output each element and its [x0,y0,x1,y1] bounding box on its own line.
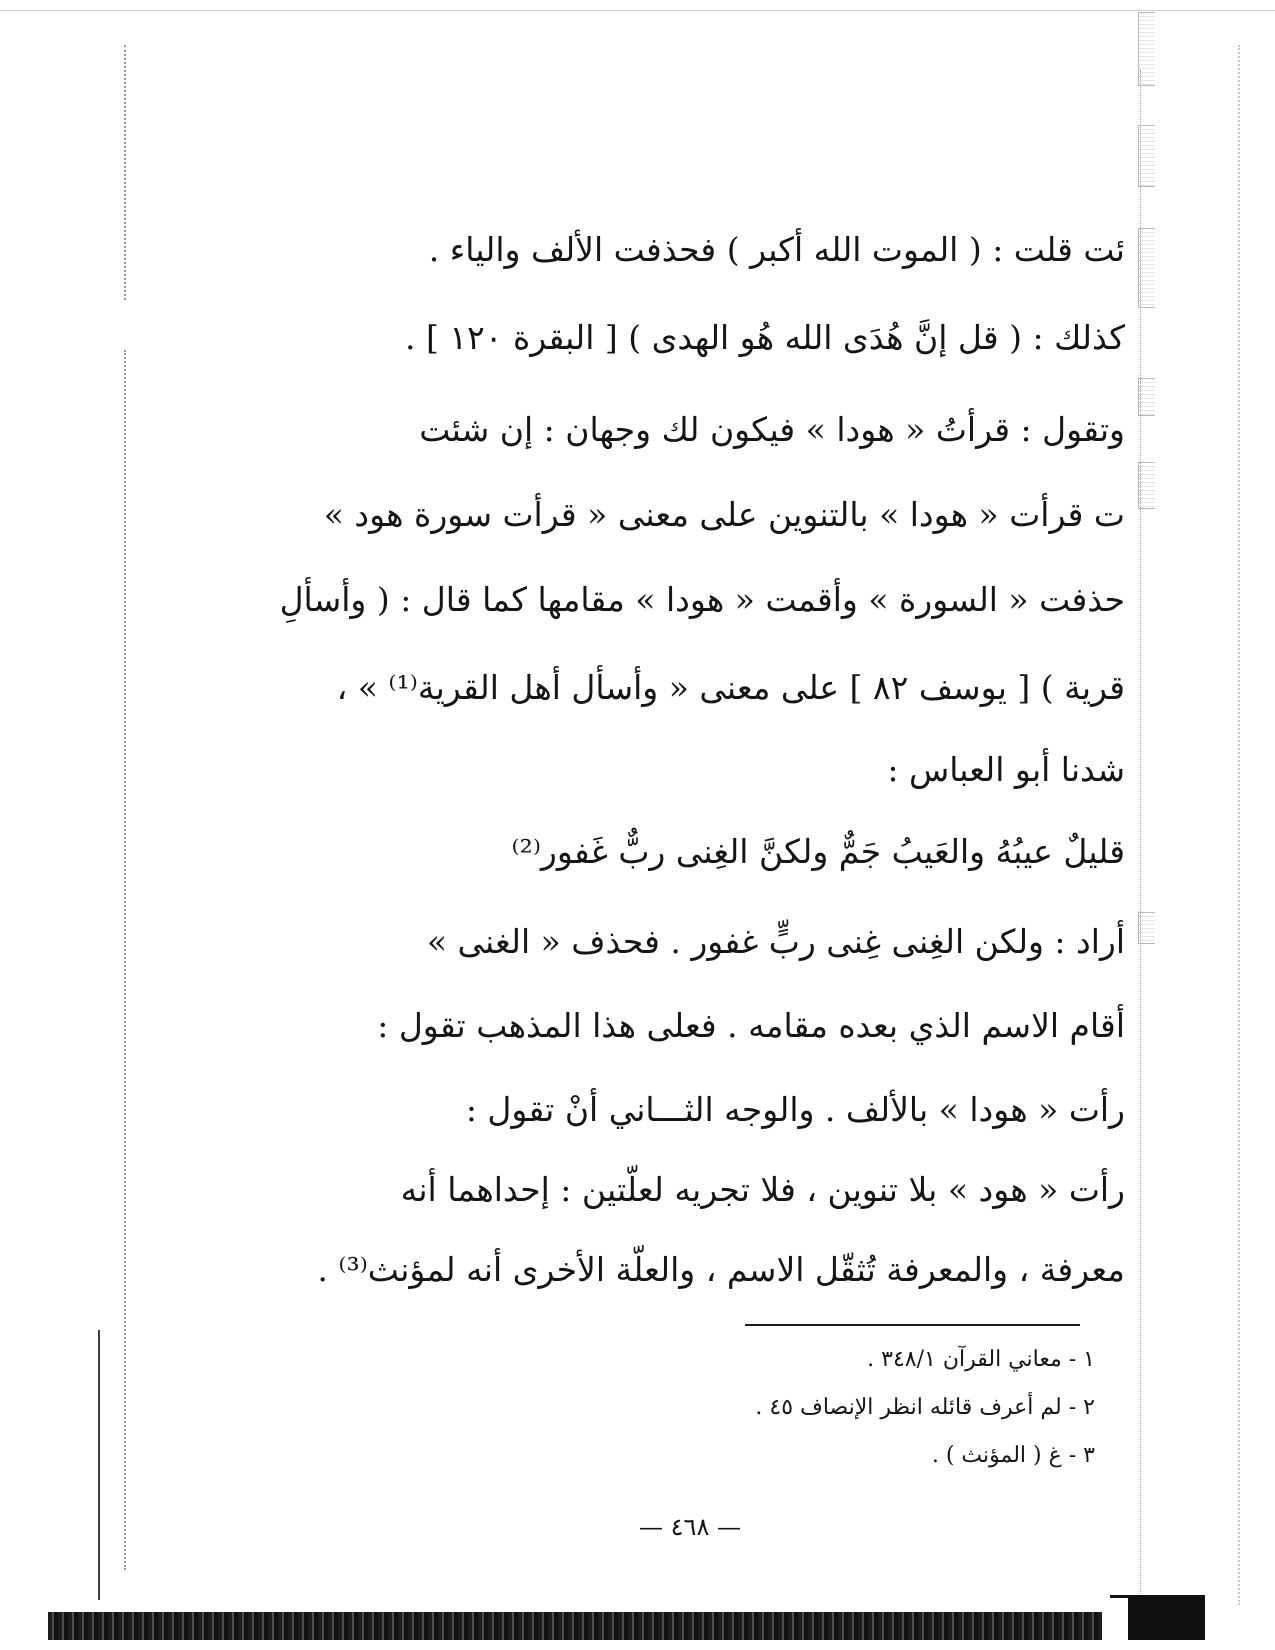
text-line-4: ت قرأت « هودا » بالتنوين على معنى « قرأت سورة هود » [323,495,1125,534]
page-number: — ٤٦٨ — [639,1513,741,1541]
footnote-1: ١ - معاني القرآن ٣٤٨/١ . [867,1347,1095,1372]
text-line-5: حذفت « السورة » وأقمت « هودا » مقامها كما قال : ( وأسألِ [279,580,1125,619]
text-line-9: أراد : ولكن الغِنى غِنى ربٍّ غفور . فحذف « الغنى » [426,922,1125,961]
text-line-7: شدنا أبو العباس : [887,750,1125,789]
footnote-separator [745,1324,1080,1326]
poetry-line: قليلٌ عيبُهُ والعَيبُ جَمٌّ ولكنَّ الغِنى ربٌّ غَفور⁽²⁾ [511,832,1125,871]
bottom-scan-gap [1102,1598,1128,1640]
text-line-2: كذلك : ( قل إنَّ هُدَى الله هُو الهدى ) [ البقرة ١٢٠ ] . [404,318,1125,357]
text-line-12: رأت « هود » بلا تنوين ، فلا تجريه لعلّتين : إحداهما أنه [400,1170,1125,1209]
text-line-11: رأت « هودا » بالألف . والوجه الثـــاني أنْ تقول : [465,1090,1125,1129]
text-line-1: ئت قلت : ( الموت الله أكبر ) فحذفت الألف والياء . [428,230,1125,269]
bottom-scan-band [48,1612,1190,1640]
text-line-3: وتقول : قرأتُ « هودا » فيكون لك وجهان : إن شئت [419,410,1125,449]
text-line-10: أقام الاسم الذي بعده مقامه . فعلى هذا المذهب تقول : [377,1006,1125,1045]
footnote-3: ٣ - غ ( المؤنث ) . [931,1443,1095,1468]
text-line-6: قرية ) [ يوسف ٨٢ ] على معنى « وأسأل أهل القرية⁽¹⁾ » ، [336,668,1125,707]
left-margin-line [98,1330,100,1600]
footnote-2: ٢ - لم أعرف قائله انظر الإنصاف ٤٥ . [755,1395,1095,1420]
right-scan-dots [1238,45,1240,1605]
left-scan-line [124,45,126,300]
left-scan-line-lower [124,350,126,1570]
edge-scan-line [1140,70,1141,1610]
top-scan-mark [0,10,1275,11]
text-line-13: معرفة ، والمعرفة تُثقّل الاسم ، والعلّة الأخرى أنه لمؤنث⁽³⁾ . [317,1250,1125,1289]
